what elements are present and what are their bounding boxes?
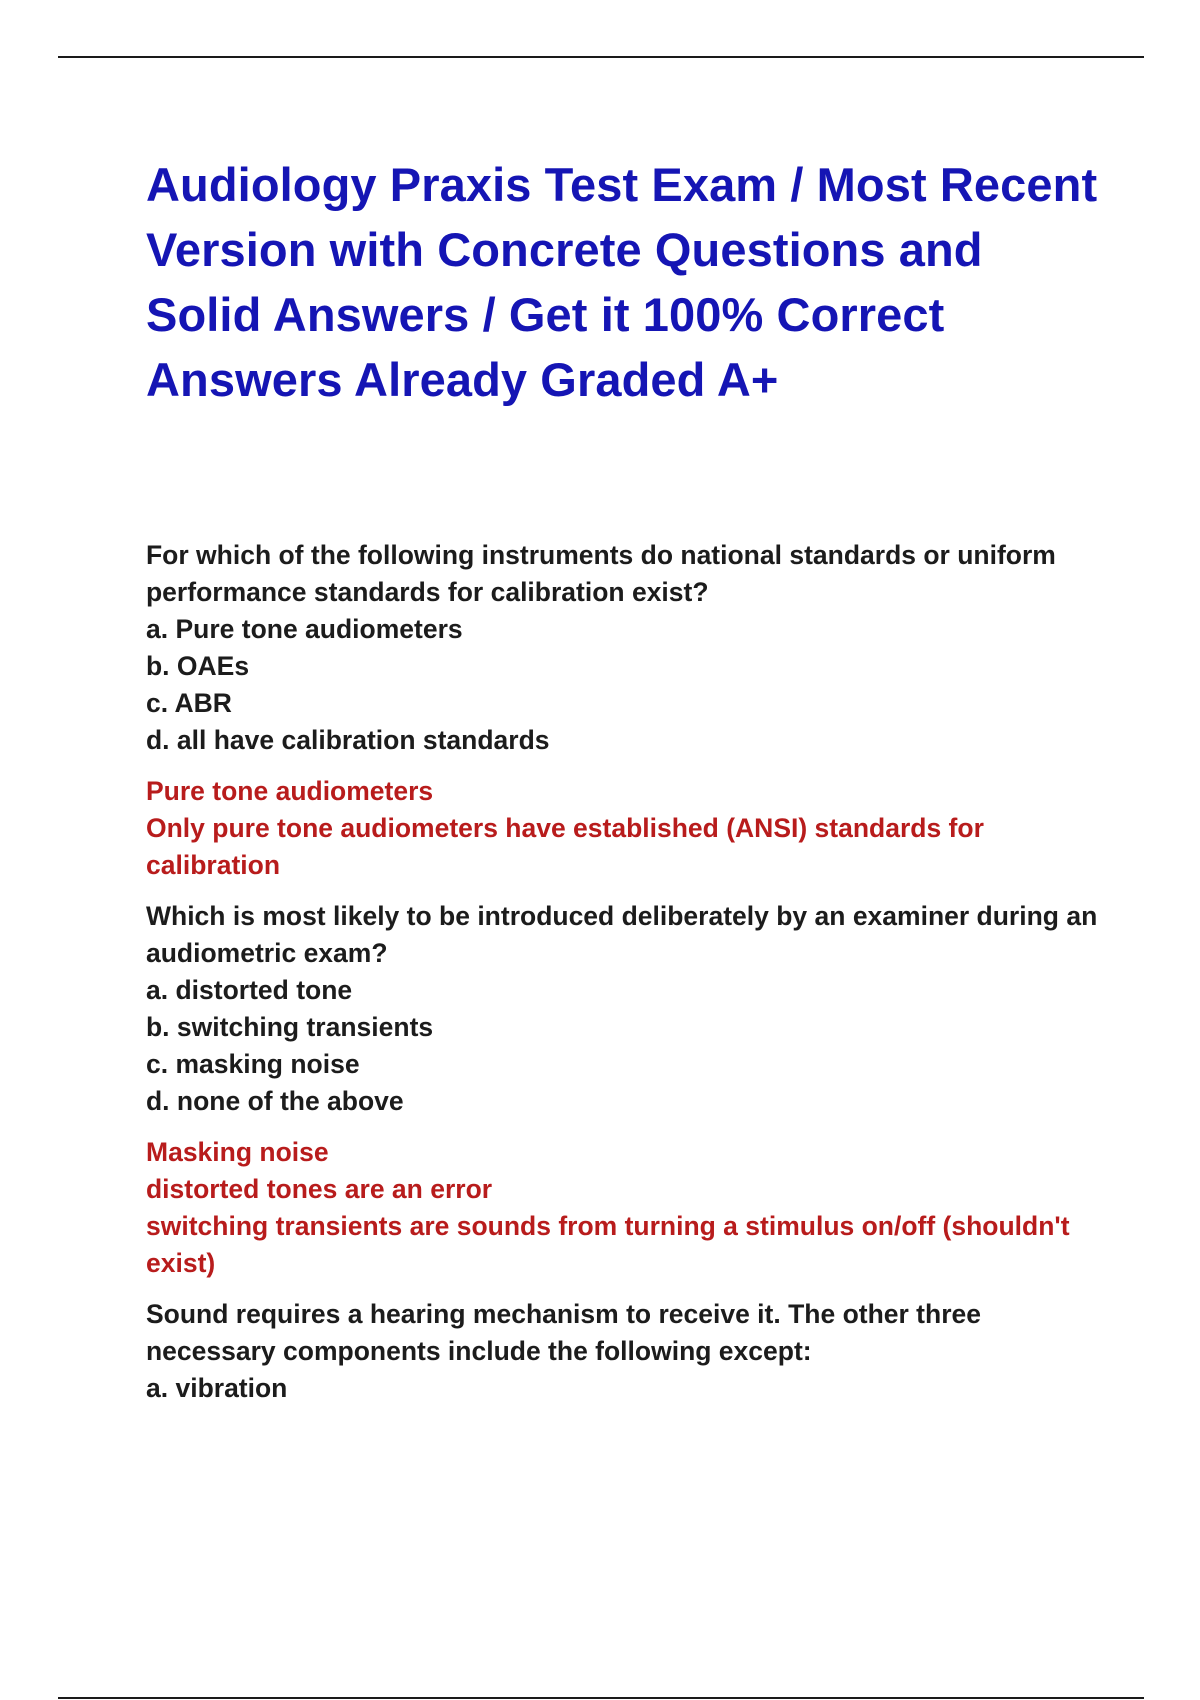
answer-line: Pure tone audiometers <box>146 776 434 806</box>
answer-option: a. vibration <box>146 1373 288 1403</box>
answer-block <box>146 1134 1106 1282</box>
answer-option: c. masking noise <box>146 1049 360 1079</box>
question-block <box>146 1296 1106 1407</box>
answer-option: a. distorted tone <box>146 975 353 1005</box>
question-text: Which is most likely to be introduced deliberately by an examiner during an audiometric exam? <box>146 901 1098 968</box>
answer-option: a. Pure tone audiometers <box>146 614 463 644</box>
top-rule <box>58 56 1144 58</box>
answer-block <box>146 773 1106 884</box>
answer-line: Masking noise <box>146 1137 329 1167</box>
document-title: Audiology Praxis Test Exam / Most Recent Version with Concrete Questions and Solid Answers / Get it 100% Correct Answers Already Graded A+ <box>146 158 1098 406</box>
answer-line: Only pure tone audiometers have established (ANSI) standards for calibration <box>146 813 984 880</box>
question-block <box>146 898 1106 1282</box>
document-body <box>146 152 1106 1407</box>
answer-option: b. OAEs <box>146 651 250 681</box>
question-text: Sound requires a hearing mechanism to receive it. The other three necessary components include the following except: <box>146 1299 981 1366</box>
answer-line: distorted tones are an error <box>146 1174 493 1204</box>
bottom-rule <box>58 1697 1144 1699</box>
answer-option: d. none of the above <box>146 1086 404 1116</box>
question-block <box>146 537 1106 884</box>
answer-line: switching transients are sounds from turning a stimulus on/off (shouldn't exist) <box>146 1211 1070 1278</box>
question-list <box>146 537 1106 1407</box>
question-text: For which of the following instruments do national standards or uniform performance standards for calibration exist? <box>146 540 1056 607</box>
answer-option: b. switching transients <box>146 1012 434 1042</box>
answer-option: d. all have calibration standards <box>146 725 550 755</box>
answer-option: c. ABR <box>146 688 232 718</box>
